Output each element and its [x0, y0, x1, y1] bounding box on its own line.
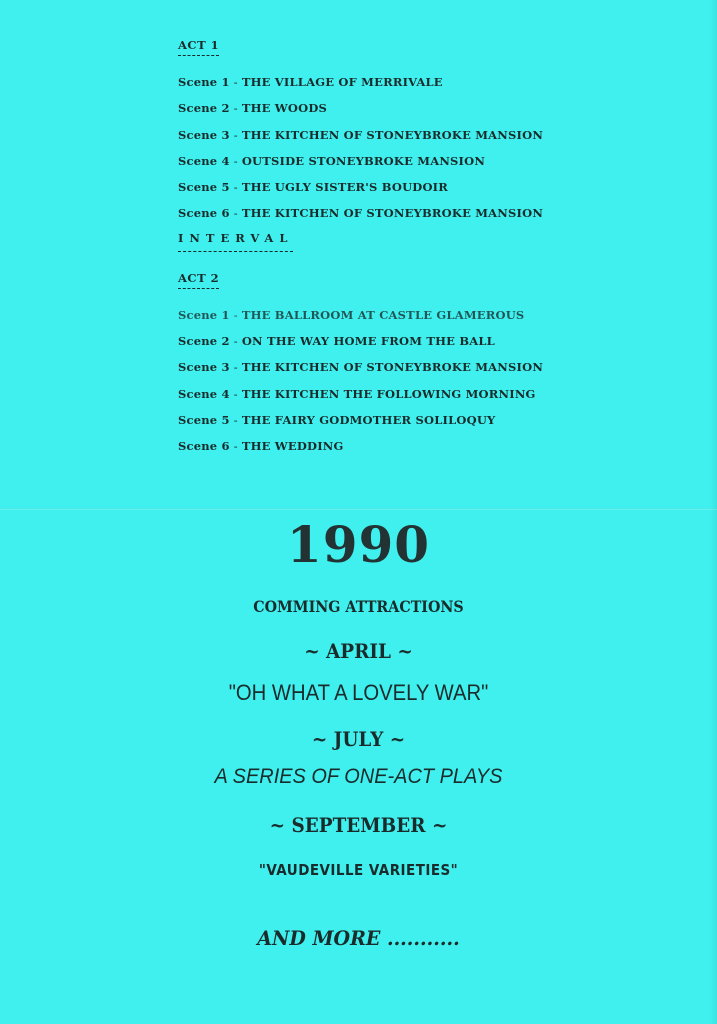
- act1-heading: ACT 1: [178, 38, 219, 55]
- act1-scene-row: [178, 95, 598, 121]
- act1-scene-row: [178, 174, 598, 200]
- scene-place: THE WOODS: [241, 101, 328, 116]
- show-september: "VAUDEVILLE VARIETIES": [258, 861, 459, 879]
- month-april: ~ APRIL ~: [304, 639, 413, 663]
- scene-separator: -: [233, 412, 238, 427]
- scene-place: THE KITCHEN THE FOLLOWING MORNING: [241, 386, 536, 401]
- scene-place: THE KITCHEN OF STONEYBROKE MANSION: [241, 360, 544, 375]
- act2-scene-row: [178, 328, 598, 354]
- act2-scene-list: [178, 302, 598, 460]
- season-year: 1990: [286, 515, 431, 574]
- scene-place: THE WEDDING: [241, 439, 344, 454]
- act1-scene-list: [178, 69, 598, 227]
- act2-heading-wrap: [178, 267, 598, 288]
- scene-label: Scene 6: [178, 206, 230, 221]
- scene-place: THE KITCHEN OF STONEYBROKE MANSION: [241, 206, 544, 221]
- act1-scene-row: [178, 200, 598, 226]
- scene-separator: -: [233, 127, 238, 142]
- and-more-text: AND MORE ...........: [257, 926, 460, 950]
- act1-scene-row: [178, 148, 598, 174]
- act2-scene-row: [178, 302, 598, 328]
- paper-fold-line: [0, 508, 717, 510]
- scene-separator: -: [233, 206, 238, 221]
- show-july: A SERIES OF ONE-ACT PLAYS: [214, 765, 503, 788]
- scene-label: Scene 5: [178, 412, 230, 427]
- scene-separator: -: [233, 307, 238, 322]
- act2-heading: ACT 2: [178, 271, 219, 288]
- scene-label: Scene 3: [178, 360, 230, 375]
- month-september: ~ SEPTEMBER ~: [269, 813, 448, 837]
- scene-label: Scene 2: [178, 334, 230, 349]
- scene-place: ON THE WAY HOME FROM THE BALL: [241, 334, 495, 349]
- scene-place: THE UGLY SISTER'S BOUDOIR: [241, 180, 449, 195]
- scene-label: Scene 6: [178, 439, 230, 454]
- paper-edge-shadow: [711, 0, 717, 1024]
- scene-program: [178, 34, 598, 460]
- scene-place: THE KITCHEN OF STONEYBROKE MANSION: [241, 127, 544, 142]
- act1-scene-row: [178, 69, 598, 95]
- act2-scene-row: [178, 381, 598, 407]
- scene-label: Scene 4: [178, 153, 230, 168]
- scene-separator: -: [233, 439, 238, 454]
- scene-place: THE FAIRY GODMOTHER SOLILOQUY: [241, 412, 496, 427]
- scene-label: Scene 2: [178, 101, 230, 116]
- scene-separator: -: [233, 75, 238, 89]
- scene-label: Scene 5: [178, 180, 230, 195]
- scene-label: Scene 3: [178, 127, 230, 142]
- scene-place: OUTSIDE STONEYBROKE MANSION: [241, 153, 486, 168]
- scene-label: Scene 1: [178, 75, 230, 89]
- act1-heading-wrap: [178, 34, 598, 55]
- interval-heading: INTERVAL: [178, 228, 293, 251]
- month-july: ~ JULY ~: [311, 727, 406, 751]
- scene-separator: -: [233, 360, 238, 375]
- scene-separator: -: [233, 101, 238, 116]
- scene-place: THE VILLAGE OF MERRIVALE: [241, 75, 443, 89]
- scene-label: Scene 4: [178, 386, 230, 401]
- interval-wrap: [178, 227, 598, 253]
- act2-scene-row: [178, 407, 598, 433]
- scene-separator: -: [233, 386, 238, 401]
- scene-separator: -: [233, 153, 238, 168]
- act1-scene-row: [178, 122, 598, 148]
- scene-label: Scene 1: [178, 307, 230, 322]
- act2-scene-row: [178, 433, 598, 459]
- show-april: "OH WHAT A LOVELY WAR": [228, 680, 489, 705]
- scene-separator: -: [233, 334, 238, 349]
- scene-separator: -: [233, 180, 238, 195]
- coming-attractions-heading: COMMING ATTRACTIONS: [253, 597, 464, 616]
- scene-place: THE BALLROOM AT CASTLE GLAMEROUS: [241, 307, 525, 322]
- act2-scene-row: [178, 354, 598, 380]
